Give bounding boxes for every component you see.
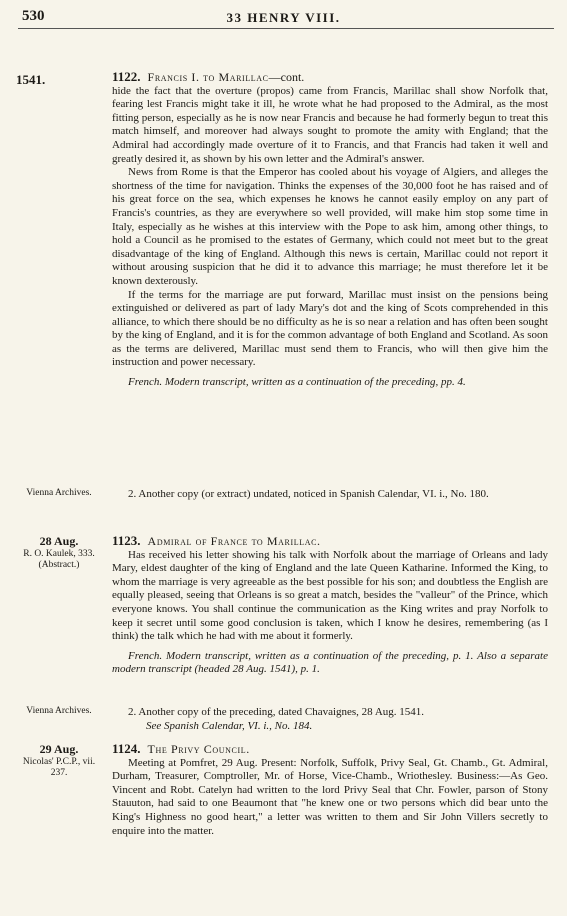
page-header (0, 0, 567, 30)
entry-number: 1124. (112, 741, 141, 756)
entry-1122 (112, 70, 548, 390)
entry-paragraph: hide the fact that the overture (propos) came from Francis, Marillac shall show Norfolk that, fearing lest Francis might take it ill, he wrote what he had proposed to the Admiral, as the most fitting person, especially as he is now near Francis and because he had formerly begun to treat this match himself, and moreover had always sought to promote the amity with England; that the Admiral had accordingly made overture of it to Francis, and that Francis had taken it well and greatly desired it, as shown by his own letter and the Admiral's answer. (112, 84, 548, 165)
entry-heading (112, 534, 548, 549)
entry-paragraph: 2. Another copy of the preceding, dated Chavaignes, 28 Aug. 1541. (128, 706, 425, 718)
entry-heading (112, 70, 548, 85)
entry-paragraph: News from Rome is that the Emperor has cooled about his voyage of Algiers, and alleges the shortness of the time for navigation. Thinks the expenses of the 30,000 foot he has raised and of his great force on the sea, which expenses he knows he cannot easily employ on any part of Francis's countries, as they are everywhere so well provided, will make him stop some time in Italy, especially as he wishes at this interview with the Pope to ask him, among other things, to hold a Council as he promised to the estates of Germany, which could not meet but to the great disadvantage of the king of England. Although this news is certain, Marillac could not report it without arousing suspicion that he did it to advance this marriage; he must therefore let it be known dexterously. (112, 166, 548, 287)
header-rule (18, 28, 554, 29)
margin-date: 29 Aug. (39, 742, 79, 756)
entry-paragraph: 2. Another copy (or extract) undated, noticed in Spanish Calendar, VI. i., No. 180. (128, 488, 489, 500)
source-note: French. Modern transcript, written as a continuation of the preceding, pp. 4. (128, 376, 466, 389)
entry-number: 1123. (112, 533, 141, 548)
margin-reference: R. O. Kaulek, 333. (Abstract.) (23, 549, 95, 570)
entry-1122-copy (112, 488, 548, 502)
entry-1123-copy (112, 706, 548, 733)
margin-1123 (14, 534, 104, 571)
entry-paragraph: Meeting at Pomfret, 29 Aug. Present: Norfolk, Suffolk, Privy Seal, Gt. Chamb., Gt. Admiral, Durham, Treasurer, Comptroller, Mr. of Horse, Vice-Chamb., Wriothesley. Business:—As Geo. Vincent and Robt. Catelyn had written to the lord Privy Seal that Chr. Fowler, parson of Stony Stauuton, had said to one Beaumont that "he knew one or two persons which did bear unto the King's Highness no good heart," a letter was written to them and Sir John Villers secretly to enquire into the matter. (112, 756, 548, 837)
entry-title: Francis I. to Marillac (147, 70, 269, 84)
entry-1123 (112, 534, 548, 677)
margin-reference: Nicolas' P.C.P., vii. 237. (22, 757, 96, 778)
running-title: 33 HENRY VIII. (226, 10, 341, 25)
see-reference: See Spanish Calendar, VI. i., No. 184. (146, 719, 313, 732)
entry-title-suffix: —cont. (268, 70, 305, 84)
source-note: French. Modern transcript, written as a continuation of the preceding, p. 1. Also a separate modern transcript (headed 28 Aug. 1541), p. 1. (112, 649, 548, 676)
entry-title: Admiral of France to Marillac. (147, 534, 321, 548)
page-number: 530 (22, 8, 45, 24)
margin-date: 28 Aug. (39, 534, 79, 548)
margin-1124 (14, 742, 104, 779)
entry-paragraph: If the terms for the marriage are put forward, Marillac must insist on the pensions being extinguished or delivered as part of lady Mary's dot and the king of Scots comprehended in this alliance, to which there should be no difficulty as he is so near a relation and has often been sought by the king of England, and it is for the common advantage of both England and Scotland. As soon as the terms are delivered, Marillac must send them to Francis, who will then give him the instruction and power necessary. (112, 288, 548, 369)
entry-1124 (112, 742, 548, 838)
margin-archive-note: Vienna Archives. (26, 488, 92, 498)
entry-title: The Privy Council. (147, 742, 250, 756)
margin-year: 1541. (16, 72, 46, 87)
entry-heading (112, 742, 548, 757)
entry-number: 1122. (112, 69, 141, 84)
margin-archive-note: Vienna Archives. (26, 706, 92, 716)
entry-paragraph: Has received his letter showing his talk with Norfolk about the marriage of Orleans and lady Mary, eldest daughter of the king of England and the late Queen Katharine. Informed the King, to whom the marriage is very agreeable as the best possible for his son; and doubtless the English are equally pleased, seeing that Orleans is so great a match, besides the "valleur" of the Prince, which everyone knows. You shall continue the communication as the King writes and pray Norfolk to keep it secret until some good conclusion is taken, which I know he desires, remembering (as I think) the talk which he had with me about it formerly. (112, 548, 548, 643)
